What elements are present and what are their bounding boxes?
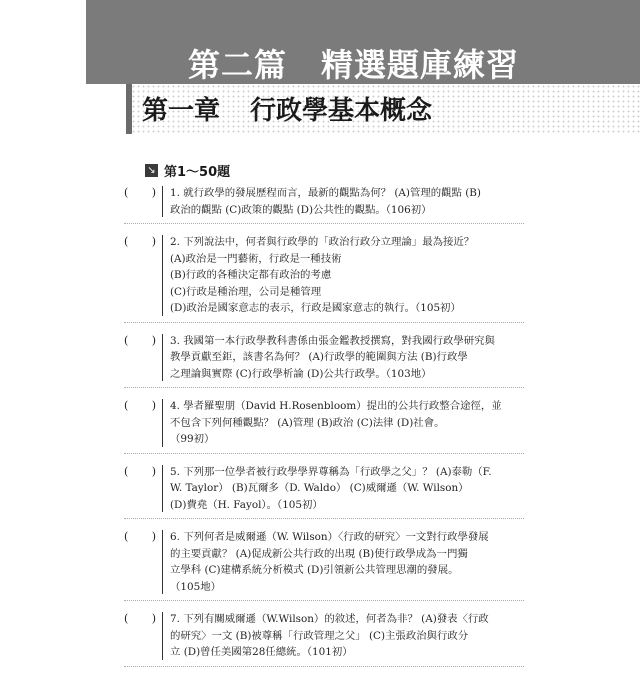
question-item [124, 232, 524, 323]
question-list [124, 183, 524, 675]
question-line: 1. 就行政學的發展歷程而言，最新的觀點為何？ (A)管理的觀點 (B) [170, 187, 481, 199]
chapter-label: 第一章 [142, 96, 221, 126]
bracket-close: ) [151, 612, 156, 625]
question-divider [162, 530, 163, 594]
bracket-open: ( [124, 235, 129, 248]
arrow-down-right-icon: ↘ [145, 164, 158, 177]
chapter-name: 行政學基本概念 [250, 96, 433, 126]
bracket-open: ( [124, 333, 129, 347]
question-divider [162, 399, 163, 447]
question-text [160, 529, 524, 595]
chapter-title [142, 90, 432, 127]
question-line: 不包含下列何種觀點？ (A)管理 (B)政治 (C)法律 (D)社會。 [170, 416, 445, 429]
bracket-open: ( [124, 612, 129, 625]
section-heading [145, 161, 230, 180]
answer-bracket[interactable] [124, 529, 160, 595]
answer-bracket[interactable] [124, 398, 160, 448]
part-name: 精選題庫練習 [321, 46, 520, 84]
part-label: 第二篇 [188, 46, 288, 84]
bracket-close: ) [151, 530, 156, 543]
question-item [124, 609, 524, 667]
bracket-open: ( [124, 530, 129, 543]
question-line: 3. 我國第一本行政學教科書係由張金鑑教授撰寫，對我國行政學研究與 [170, 334, 495, 347]
question-divider [162, 612, 163, 660]
question-text [160, 234, 524, 317]
part-title [188, 40, 519, 86]
bracket-close: ) [151, 333, 156, 347]
section-label: 第1～50題 [164, 165, 231, 180]
question-line: (D)政治是國家意志的表示，行政是國家意志的執行。（105初） [170, 302, 461, 314]
question-line: 2. 下列說法中，何者與行政學的「政治行政分立理論」最為接近？ [170, 236, 475, 248]
question-line: (B)行政的各種決定都有政治的考慮 [170, 269, 332, 281]
question-divider [162, 334, 163, 382]
question-line: （105地） [170, 580, 222, 593]
question-line: （99初） [170, 433, 215, 445]
question-line: 之理論與實際 (C)行政學析論 (D)公共行政學。（103地） [170, 367, 432, 380]
bracket-close: ) [151, 464, 156, 478]
answer-bracket[interactable] [124, 333, 160, 383]
question-text [160, 398, 524, 448]
bracket-open: ( [124, 464, 129, 478]
question-line: 5. 下列那一位學者被行政學學界尊稱為「行政學之父」？ (A)泰勒（F. [170, 465, 492, 478]
question-line: 立學科 (C)建構系統分析模式 (D)引領新公共管理思潮的發展。 [170, 564, 459, 576]
question-divider [162, 235, 163, 316]
question-text [160, 611, 524, 661]
question-item [124, 331, 524, 389]
question-line: 的研究〉一文 (B)被尊稱「行政管理之父」 (C)主張政治與行政分 [170, 629, 469, 642]
answer-bracket[interactable] [124, 464, 160, 514]
question-text [160, 464, 524, 514]
question-line: 6. 下列何者是威爾遜（W. Wilson）〈行政的研究〉一文對行政學發展 [170, 531, 489, 543]
question-line: 教學貢獻至鉅，該書名為何？ (A)行政學的範圍與方法 (B)行政學 [170, 351, 468, 363]
question-text [160, 333, 524, 383]
bracket-close: ) [151, 399, 156, 412]
bracket-close: ) [151, 235, 156, 248]
question-line: (D)費堯（H. Fayol）。（105初） [170, 498, 323, 511]
question-divider [162, 186, 163, 217]
question-line: 7. 下列有關威爾遜（W.Wilson）的敘述，何者為非？ (A)發表〈行政 [170, 613, 489, 625]
question-line: (A)政治是一門藝術，行政是一種技術 [170, 252, 342, 265]
bracket-open: ( [124, 399, 129, 412]
question-item [124, 527, 524, 601]
question-item [124, 183, 524, 224]
question-item [124, 462, 524, 520]
question-line: 的主要貢獻？ (A)促成新公共行政的出現 (B)使行政學成為一門獨 [170, 547, 468, 560]
question-line: 立 (D)曾任美國第28任總統。（101初） [170, 646, 353, 658]
bracket-open: ( [124, 186, 129, 199]
answer-bracket[interactable] [124, 185, 160, 218]
answer-bracket[interactable] [124, 611, 160, 661]
question-line: 4. 學者羅聖朋（David H.Rosenbloom）提出的公共行政整合途徑，並 [170, 400, 502, 412]
question-line: 政治的觀點 (C)政策的觀點 (D)公共性的觀點。（106初） [170, 203, 432, 216]
question-line: (C)行政是種治理，公司是種管理 [170, 285, 322, 298]
question-divider [162, 465, 163, 513]
chapter-accent [126, 84, 132, 134]
question-line: W. Taylor） (B)瓦爾多（D. Waldo） (C)威爾遜（W. Wilson） [170, 482, 469, 494]
answer-bracket[interactable] [124, 234, 160, 317]
question-text [160, 185, 524, 218]
bracket-close: ) [151, 186, 156, 199]
question-item [124, 396, 524, 454]
